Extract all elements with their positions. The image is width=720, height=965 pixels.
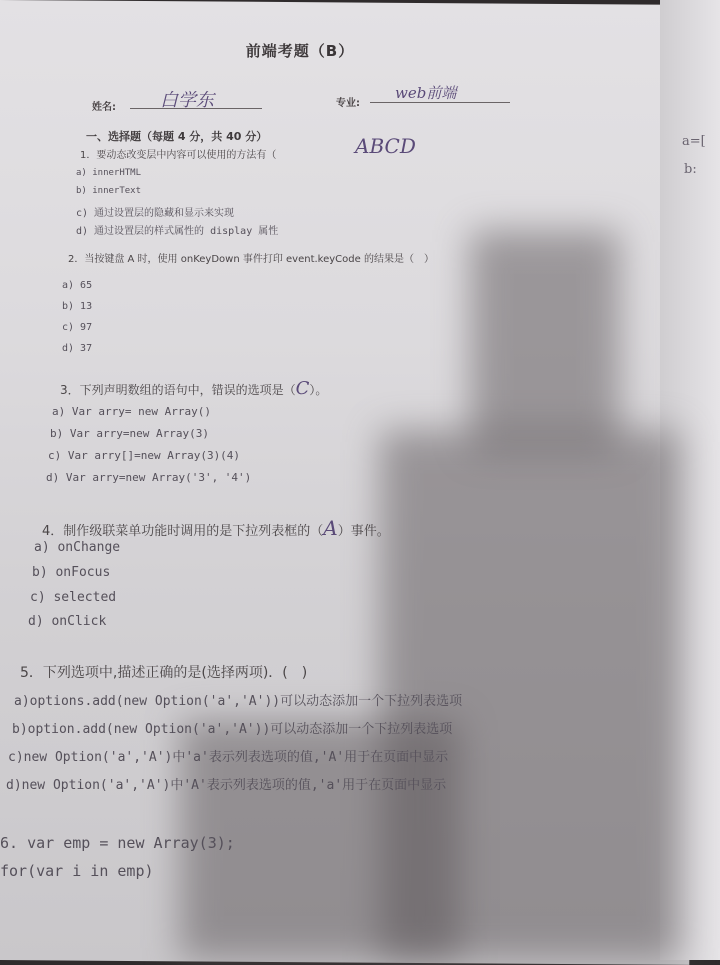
question-5-option-a: a)options.add(new Option('a','A'))可以动态添加一个下拉列表选项 <box>14 694 463 709</box>
section-heading: 一、选择题（每题 4 分，共 40 分） <box>86 130 268 143</box>
question-2-option-a: a) 65 <box>62 280 93 291</box>
edge-page-line-2: b: <box>684 162 697 177</box>
question-1-option-a: a) innerHTML <box>76 168 142 178</box>
question-2-option-d: d) 37 <box>62 343 93 354</box>
question-5-option-c: c)new Option('a','A')中'a'表示列表选项的值,'A'用于在页面中显示 <box>8 750 449 765</box>
question-4-stem <box>42 516 390 540</box>
question-3-option-c: c) Var arry[]=new Array(3)(4) <box>48 449 241 462</box>
name-label: 姓名: <box>92 102 116 113</box>
question-5-option-b: b)option.add(new Option('a','A'))可以动态添加一个下拉列表选项 <box>12 722 453 737</box>
question-4-text-end: ）事件。 <box>337 524 390 539</box>
question-3-answer: C <box>295 378 310 399</box>
question-1-option-b: b) innerText <box>76 186 142 196</box>
page-title: 前端考题（B） <box>245 42 355 60</box>
question-3-option-b: b) Var arry=new Array(3) <box>50 427 209 440</box>
question-2-option-b: b) 13 <box>62 301 93 312</box>
question-1-text: 1．要动态改变层中内容可以使用的方法有（ <box>80 150 277 161</box>
question-4-option-d: d) onClick <box>28 614 107 629</box>
question-3-text-end: ）。 <box>309 383 328 397</box>
question-2-stem: 2．当按键盘 A 时，使用 onKeyDown 事件打印 event.keyCode 的结果是（ ） <box>68 254 434 265</box>
question-6-line-2: for(var i in emp) <box>0 862 154 880</box>
edge-page-line-1: a=[ <box>682 134 706 149</box>
major-label: 专业: <box>336 98 360 109</box>
name-value: 白学东 <box>160 90 214 111</box>
question-2-option-c: c) 97 <box>62 322 93 333</box>
question-4-answer: A <box>323 516 338 540</box>
major-value: web前端 <box>395 84 457 102</box>
question-4-option-a: a) onChange <box>34 540 121 555</box>
question-4-option-b: b) onFocus <box>32 565 111 580</box>
question-1-option-c: c) 通过设置层的隐藏和显示来实现 <box>76 208 235 219</box>
question-4-option-c: c) selected <box>30 590 117 605</box>
question-1-stem <box>80 146 276 161</box>
question-6-stem: 6. var emp = new Array(3); <box>0 834 235 852</box>
question-5-stem: 5．下列选项中,描述正确的是(选择两项)．( ) <box>20 665 308 681</box>
question-3-option-d: d) Var arry=new Array('3', '4') <box>46 471 252 484</box>
question-3-stem <box>60 378 327 399</box>
question-1-option-d: d) 通过设置层的样式属性的 display 属性 <box>76 226 279 237</box>
question-4-text: 4．制作级联菜单功能时调用的是下拉列表框的（ <box>42 524 324 539</box>
question-1-answer: ABCD <box>355 134 416 158</box>
question-5-option-d: d)new Option('a','A')中'A'表示列表选项的值,'a'用于在页面中显示 <box>6 778 447 793</box>
question-3-text: 3．下列声明数组的语句中，错误的选项是（ <box>60 383 296 397</box>
question-3-option-a: a) Var arry= new Array() <box>52 405 211 418</box>
